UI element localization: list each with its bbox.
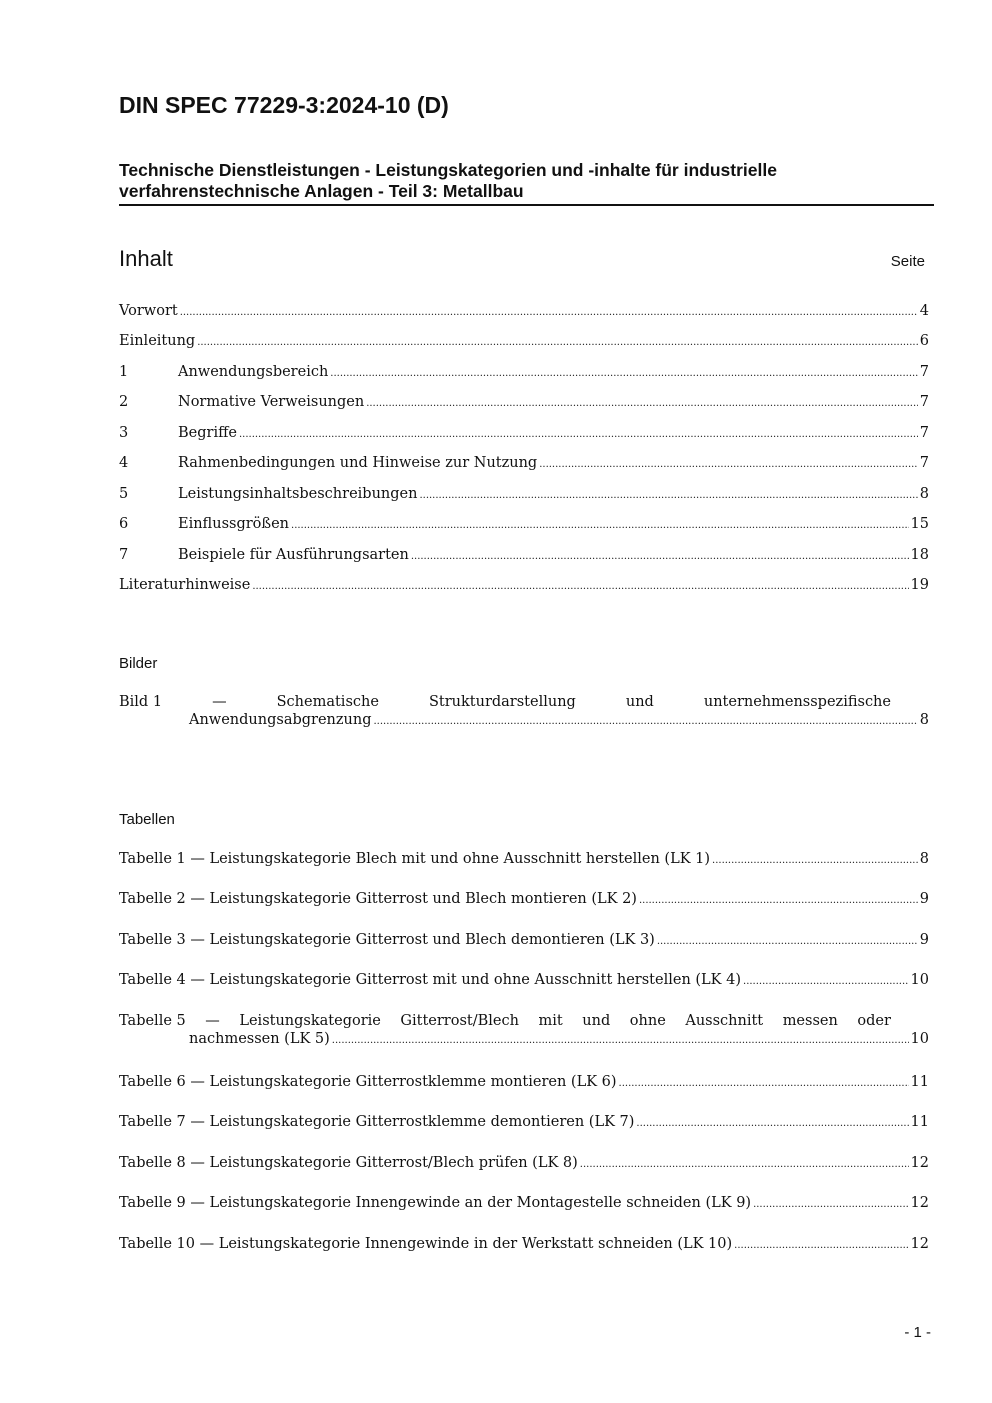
table-entry-page: 10 bbox=[910, 972, 929, 988]
table-entry-page: 12 bbox=[910, 1155, 929, 1171]
table-entry[interactable] bbox=[119, 1236, 929, 1256]
table-word: Ausschnitt bbox=[685, 1013, 764, 1029]
toc-entry-number: 4 bbox=[119, 455, 129, 471]
table-entry-page: 11 bbox=[910, 1074, 929, 1090]
subtitle-line-2: verfahrenstechnische Anlagen - Teil 3: Metallbau bbox=[119, 181, 524, 201]
toc-entry[interactable] bbox=[119, 577, 929, 597]
toc-entry-number: 1 bbox=[119, 364, 129, 380]
table-entry-page: 11 bbox=[910, 1114, 929, 1130]
figures-heading: Bilder bbox=[119, 655, 158, 672]
table-word: oder bbox=[857, 1013, 891, 1029]
toc-entry-page: 7 bbox=[919, 394, 929, 410]
table-entry[interactable] bbox=[119, 1114, 929, 1134]
figure-entry-page: 8 bbox=[919, 712, 929, 728]
figure-word: Bild 1 bbox=[119, 694, 163, 710]
toc-entry-page: 7 bbox=[919, 364, 929, 380]
toc-entry-page: 6 bbox=[919, 333, 929, 349]
toc-entry-text: Beispiele für Ausführungsarten bbox=[178, 547, 409, 563]
toc-leader-dots bbox=[291, 516, 909, 532]
toc-entry-text: Einflussgrößen bbox=[178, 516, 290, 532]
subtitle-line-1: Technische Dienstleistungen - Leistungskategorien und -inhalte für industrielle bbox=[119, 160, 777, 180]
toc-leader-dots bbox=[743, 972, 909, 988]
table-entry[interactable] bbox=[119, 932, 929, 952]
toc-entry-page: 7 bbox=[919, 455, 929, 471]
figure-word: — bbox=[212, 694, 227, 710]
toc-entry[interactable] bbox=[119, 303, 929, 323]
table-entry-text: Tabelle 10 — Leistungskategorie Innengewinde in der Werkstatt schneiden (LK 10) bbox=[119, 1236, 733, 1252]
table-word: Gitterrost/Blech bbox=[400, 1013, 519, 1029]
toc-entry-page: 18 bbox=[910, 547, 929, 563]
toc-entry-text: Vorwort bbox=[119, 303, 178, 319]
toc-leader-dots bbox=[712, 851, 918, 867]
table-entry-text: Tabelle 1 — Leistungskategorie Blech mit und ohne Ausschnitt herstellen (LK 1) bbox=[119, 851, 711, 867]
toc-leader-dots bbox=[619, 1074, 909, 1090]
table-entry-text: Tabelle 4 — Leistungskategorie Gitterrost mit und ohne Ausschnitt herstellen (LK 4) bbox=[119, 972, 742, 988]
toc-leader-dots bbox=[197, 333, 918, 349]
table-word: und bbox=[582, 1013, 611, 1029]
table-entry-text: Tabelle 2 — Leistungskategorie Gitterrost und Blech montieren (LK 2) bbox=[119, 891, 637, 907]
table-entry-text: Tabelle 3 — Leistungskategorie Gitterrost und Blech demontieren (LK 3) bbox=[119, 932, 655, 948]
toc-entry-number: 7 bbox=[119, 547, 129, 563]
toc-entry[interactable] bbox=[119, 516, 929, 536]
table-word: Leistungskategorie bbox=[239, 1013, 381, 1029]
table-entry-page: 9 bbox=[919, 932, 929, 948]
figure-word: und bbox=[625, 694, 654, 710]
toc-entry-page: 7 bbox=[919, 425, 929, 441]
tables-heading: Tabellen bbox=[119, 811, 175, 828]
table-word: messen bbox=[782, 1013, 838, 1029]
toc-leader-dots bbox=[639, 891, 918, 907]
toc-entry-number: 3 bbox=[119, 425, 129, 441]
toc-entry-text: Rahmenbedingungen und Hinweise zur Nutzung bbox=[178, 455, 538, 471]
toc-leader-dots bbox=[419, 486, 917, 502]
toc-entry-text: Normative Verweisungen bbox=[178, 394, 365, 410]
table-entry-text: nachmessen (LK 5) bbox=[189, 1031, 330, 1047]
table-entry[interactable] bbox=[119, 1195, 929, 1215]
figure-word: unternehmensspezifische bbox=[703, 694, 891, 710]
toc-entry-page: 19 bbox=[910, 577, 929, 593]
table-entry-page: 12 bbox=[910, 1236, 929, 1252]
toc-entry-text: Einleitung bbox=[119, 333, 196, 349]
table-entry-page: 10 bbox=[910, 1031, 929, 1047]
contents-heading: Inhalt bbox=[119, 246, 173, 271]
table-entry-line-2 bbox=[189, 1031, 929, 1047]
figure-entry-text: Anwendungsabgrenzung bbox=[189, 712, 372, 728]
toc-entry-text: Begriffe bbox=[178, 425, 237, 441]
toc-leader-dots bbox=[239, 425, 918, 441]
toc-leader-dots bbox=[332, 1031, 909, 1047]
document-title: DIN SPEC 77229-3:2024-10 (D) bbox=[119, 92, 449, 118]
table-entry-page: 8 bbox=[919, 851, 929, 867]
toc-leader-dots bbox=[657, 932, 918, 948]
figure-entry-line-1 bbox=[119, 694, 891, 710]
toc-leader-dots bbox=[539, 455, 918, 471]
toc-leader-dots bbox=[373, 712, 917, 728]
toc-leader-dots bbox=[252, 577, 908, 593]
table-word: — bbox=[205, 1013, 220, 1029]
table-entry[interactable] bbox=[119, 1155, 929, 1175]
toc-entry[interactable] bbox=[119, 333, 929, 353]
toc-entry-text: Anwendungsbereich bbox=[178, 364, 329, 380]
toc-entry-page: 4 bbox=[919, 303, 929, 319]
document-subtitle bbox=[119, 160, 934, 206]
table-entry-text: Tabelle 9 — Leistungskategorie Innengewinde an der Montagestelle schneiden (LK 9) bbox=[119, 1195, 752, 1211]
table-entry-line-1 bbox=[119, 1013, 891, 1029]
toc-leader-dots bbox=[180, 303, 918, 319]
figure-entry[interactable] bbox=[119, 694, 929, 728]
table-entry-text: Tabelle 6 — Leistungskategorie Gitterrostklemme montieren (LK 6) bbox=[119, 1074, 617, 1090]
toc-leader-dots bbox=[411, 547, 909, 563]
toc-entry[interactable] bbox=[119, 455, 929, 475]
toc-entry[interactable] bbox=[119, 394, 929, 414]
toc-entry-page: 15 bbox=[910, 516, 929, 532]
table-entry-page: 9 bbox=[919, 891, 929, 907]
table-entry-text: Tabelle 8 — Leistungskategorie Gitterrost/Blech prüfen (LK 8) bbox=[119, 1155, 578, 1171]
figure-word: Strukturdarstellung bbox=[428, 694, 576, 710]
table-word: mit bbox=[538, 1013, 563, 1029]
toc-entry-number: 5 bbox=[119, 486, 129, 502]
toc-leader-dots bbox=[330, 364, 917, 380]
table-entry[interactable] bbox=[119, 1074, 929, 1094]
table-word: ohne bbox=[629, 1013, 666, 1029]
toc-entry[interactable] bbox=[119, 486, 929, 506]
toc-leader-dots bbox=[636, 1114, 908, 1130]
toc-entry[interactable] bbox=[119, 425, 929, 445]
table-entry[interactable] bbox=[119, 972, 929, 992]
toc-entry-text: Literaturhinweise bbox=[119, 577, 251, 593]
toc-leader-dots bbox=[580, 1155, 909, 1171]
toc-entry-number: 6 bbox=[119, 516, 129, 532]
toc-entry-number: 2 bbox=[119, 394, 129, 410]
page-column-heading: Seite bbox=[890, 253, 925, 270]
figure-entry-line-2 bbox=[189, 712, 929, 728]
toc-entry-page: 8 bbox=[919, 486, 929, 502]
figure-word: Schematische bbox=[276, 694, 379, 710]
table-entry-page: 12 bbox=[910, 1195, 929, 1211]
toc-entry[interactable] bbox=[119, 364, 929, 384]
toc-leader-dots bbox=[366, 394, 918, 410]
table-entry[interactable] bbox=[119, 891, 929, 911]
toc-entry[interactable] bbox=[119, 547, 929, 567]
toc-leader-dots bbox=[753, 1195, 908, 1211]
table-entry[interactable] bbox=[119, 851, 929, 871]
toc-leader-dots bbox=[734, 1236, 908, 1252]
table-entry-text: Tabelle 7 — Leistungskategorie Gitterrostklemme demontieren (LK 7) bbox=[119, 1114, 635, 1130]
toc-entry-text: Leistungsinhaltsbeschreibungen bbox=[178, 486, 418, 502]
page-number-footer: - 1 - bbox=[904, 1324, 931, 1341]
table-word: Tabelle 5 bbox=[119, 1013, 186, 1029]
table-entry[interactable] bbox=[119, 1013, 929, 1047]
